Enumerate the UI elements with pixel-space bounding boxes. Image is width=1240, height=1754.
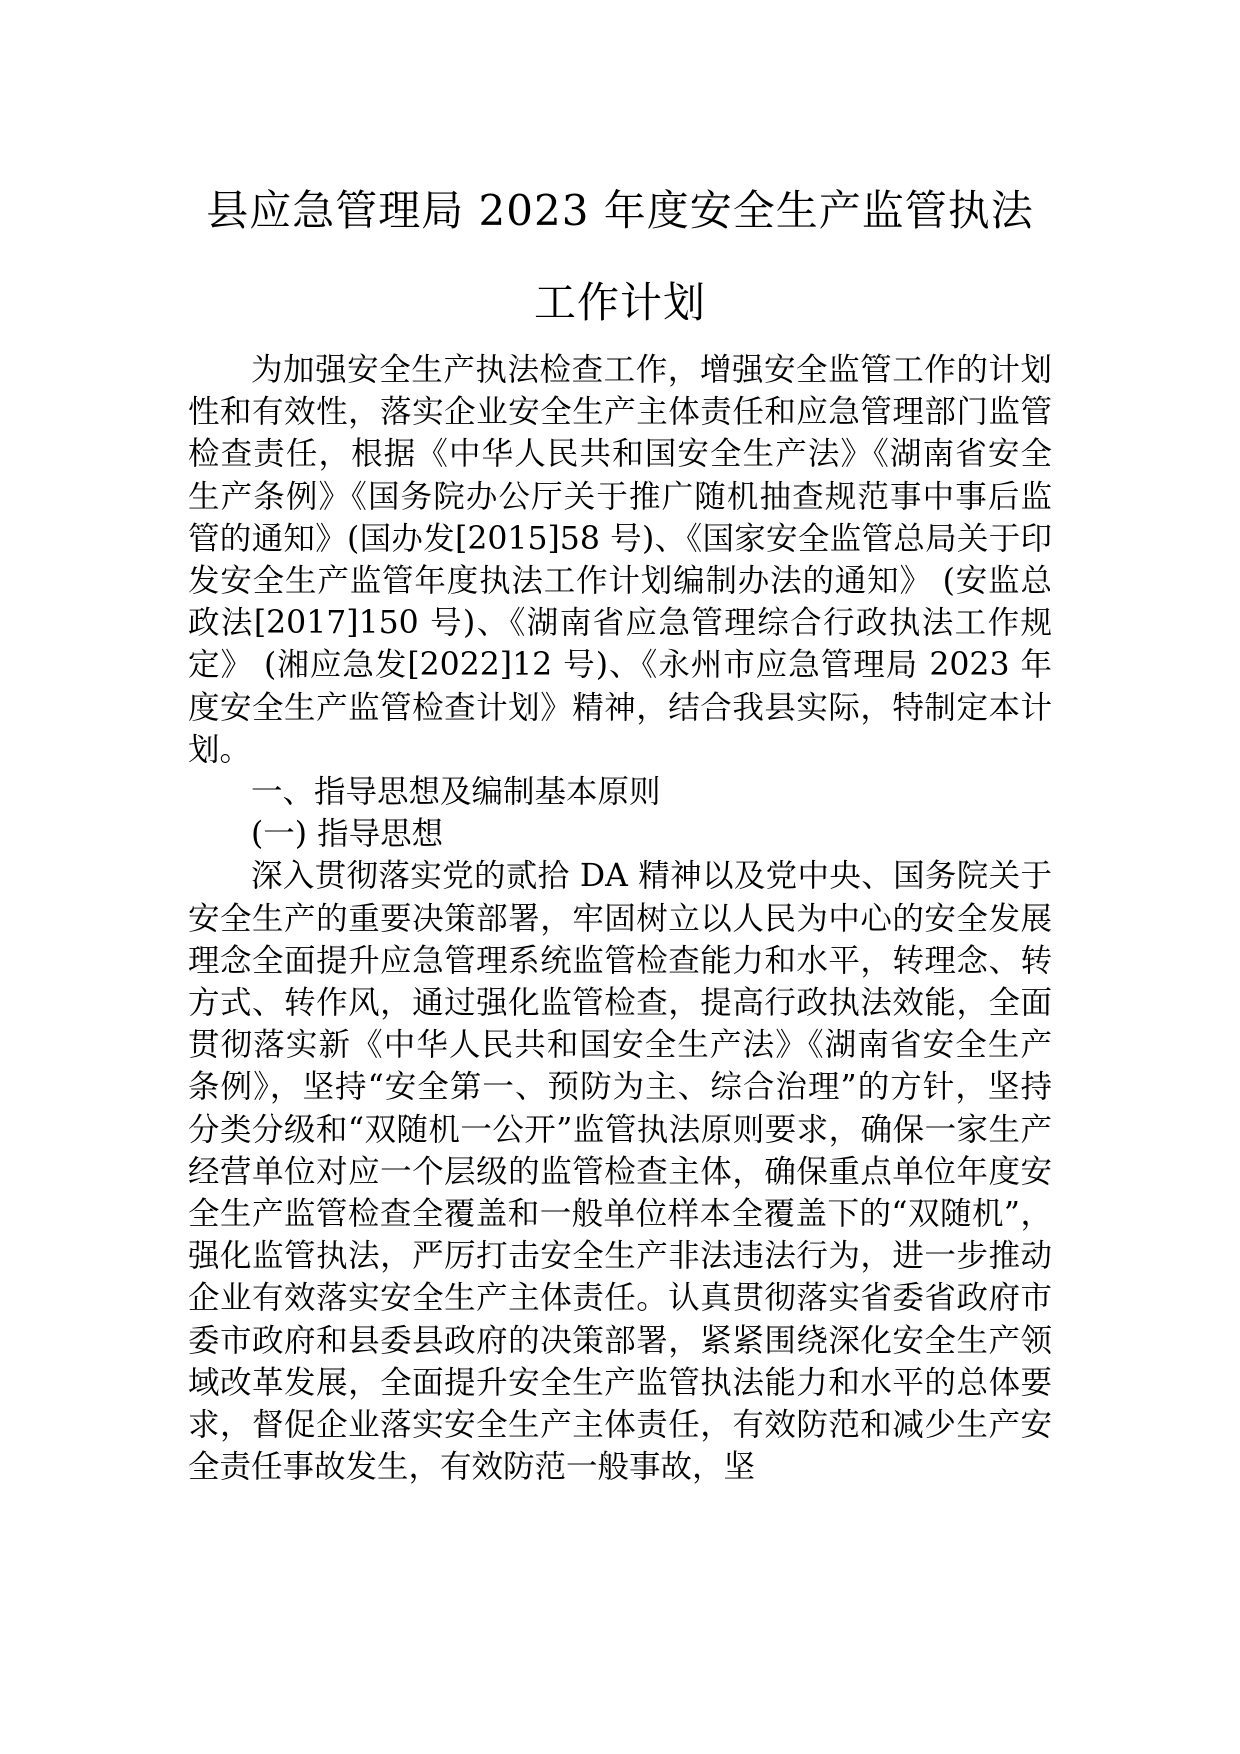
guiding-ideology-paragraph: 深入贯彻落实党的贰拾 DA 精神以及党中央、国务院关于安全生产的重要决策部署，牢固树立以人民为中心的安全发展理念全面提升应急管理系统监管检查能力和水平，转理念、转方式、转作风，通过强化监管检查，提高行政执法效能，全面贯彻落实新《中华人民共和国安全生产法》《湖南省安全生产条例》，坚持“安全第一、预防为主、综合治理”的方针，坚持分类分级和“双随机一公开”监管执法原则要求，确保一家生产经营单位对应一个层级的监管检查主体，确保重点单位年度安全生产监管检查全覆盖和一般单位样本全覆盖下的“双随机”，强化监管执法，严厉打击安全生产非法违法行为，进一步推动企业有效落实安全生产主体责任。认真贯彻落实省委省政府市委市政府和县委县政府的决策部署，紧紧围绕深化安全生产领域改革发展，全面提升安全生产监管执法能力和水平的总体要求，督促企业落实安全生产主体责任，有效防范和减少生产安全责任事故发生，有效防范一般事故，坚 (188, 858, 1052, 1486)
document-body (188, 349, 1052, 1488)
document-title-line-1: 县应急管理局 2023 年度安全生产监管执法 (206, 186, 1034, 235)
document-title (188, 165, 1052, 349)
intro-paragraph: 为加强安全生产执法检查工作，增强安全监管工作的计划性和有效性，落实企业安全生产主体责任和应急管理部门监管检查责任，根据《中华人民共和国安全生产法》《湖南省安全生产条例》《国务院办公厅关于推广随机抽查规范事中事后监管的通知》(国办发[2015]58 号)、《国家安全监管总局关于印发安全生产监管年度执法工作计划编制办法的通知》 (安监总政法[2017]150 号)、《湖南省应急管理综合行政执法工作规定》 (湘应急发[2022]12 号)、《永州市应急管理局 2023 年度安全生产监管检查计划》精神，结合我县实际，特制定本计划。 (188, 352, 1052, 768)
section-heading-1: 一、指导思想及编制基本原则 (251, 774, 661, 811)
subsection-heading-1-1: (一) 指导思想 (251, 816, 444, 853)
document-title-line-2: 工作计划 (533, 278, 706, 327)
